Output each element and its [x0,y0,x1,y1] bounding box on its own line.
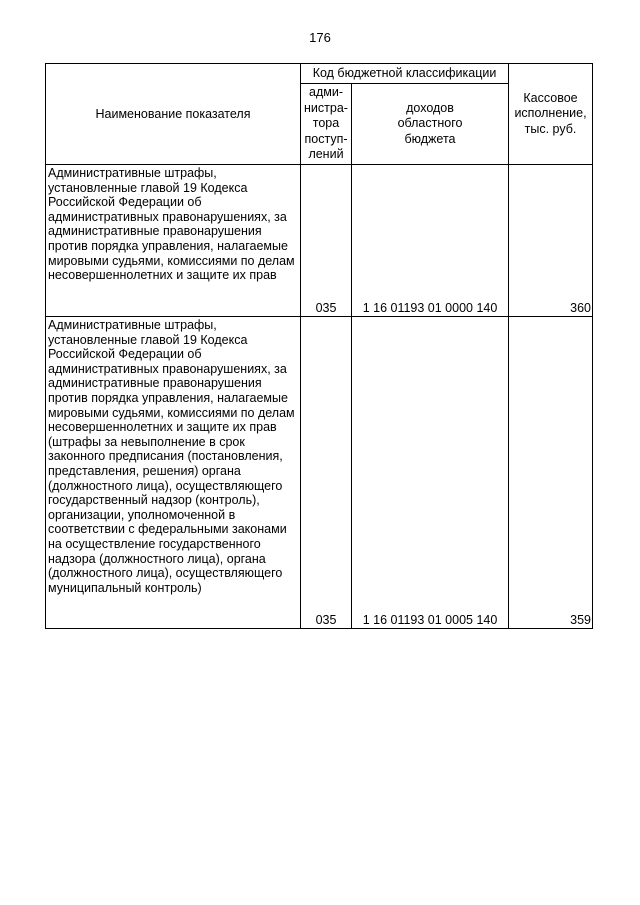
row-indicator-name: Административные штрафы, установленные главой 19 Кодекса Российской Федерации об административных правонарушениях, за административные правонарушения против порядка управления, налагаемые мировыми судьями, комиссиями по делам несовершеннолетних и защите их прав [46,165,301,317]
header-cash-execution-text: Кассовое исполнение, тыс. руб. [514,90,587,136]
header-budget-classification-code: Код бюджетной классификации [301,64,509,84]
budget-table [45,63,593,629]
header-indicator-name: Наименование показателя [46,64,301,165]
table-row [46,317,593,629]
row-admin-code: 035 [301,317,352,629]
table-row [46,165,593,317]
row-amount: 359 [509,317,593,629]
header-revenue-administrator [301,84,352,165]
table-header-row [46,64,593,84]
row-income-code: 1 16 01193 01 0000 140 [352,165,509,317]
row-admin-code: 035 [301,165,352,317]
header-regional-budget-revenue [352,84,509,165]
header-revenue-administrator-text: адми- нистра- тора поступ- лений [304,85,348,162]
header-cash-execution [509,64,593,165]
row-amount: 360 [509,165,593,317]
page-number: 176 [309,30,331,45]
header-regional-budget-revenue-text: доходов областного бюджета [397,100,463,146]
row-indicator-name: Административные штрафы, установленные главой 19 Кодекса Российской Федерации об административных правонарушениях, за административные правонарушения против порядка управления, налагаемые мировыми судьями, комиссиями по делам несовершеннолетних и защите их прав (штрафы за невыполнение в срок законного предписания (постановления, представления, решения) органа (должностного лица), осуществляющего государственный надзор (контроль), организации, уполномоченной в соответствии с федеральными законами на осуществление государственного надзора (должностного лица), органа (должностного лица), осуществляющего муниципальный контроль) [46,317,301,629]
row-income-code: 1 16 01193 01 0005 140 [352,317,509,629]
